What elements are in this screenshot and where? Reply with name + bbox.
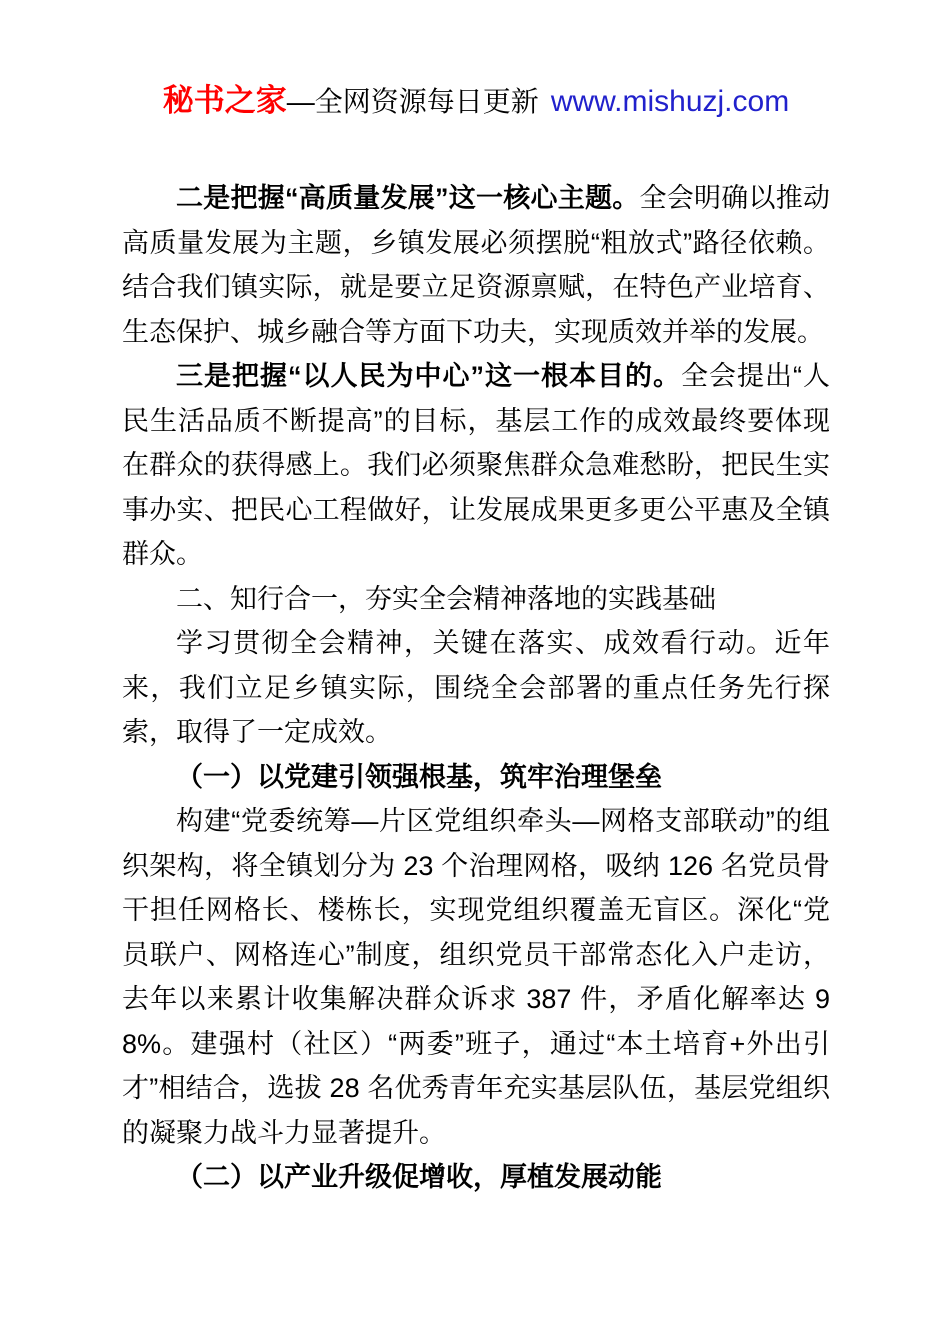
paragraph-lead-bold: 三是把握“以人民为中心”这一根本目的。 xyxy=(176,361,681,391)
site-url[interactable]: www.mishuzj.com xyxy=(550,85,790,118)
paragraph xyxy=(122,799,830,1155)
section-heading xyxy=(122,1155,830,1200)
section-heading-text: （二）以产业升级促增收，厚植发展动能 xyxy=(176,1162,662,1192)
section-heading xyxy=(122,755,830,800)
brand-name: 秘书之家 xyxy=(162,83,287,118)
paragraph-text: 学习贯彻全会精神，关键在落实、成效看行动。近年来，我们立足乡镇实际，围绕全会部署的重点任务先行探索，取得了一定成效。 xyxy=(122,628,830,747)
paragraph xyxy=(122,621,830,755)
document-body xyxy=(122,176,830,1200)
tagline: —全网资源每日更新 xyxy=(286,86,539,117)
paragraph-text: 全会明确以推动高质量发展为主题，乡镇发展必须摆脱“粗放式”路径依赖。结合我们镇实际，就是要立足资源禀赋，在特色产业培育、生态保护、城乡融合等方面下功夫，实现质效并举的发展。 xyxy=(122,183,830,347)
section-heading-text: （一）以党建引领强根基，筑牢治理堡垒 xyxy=(176,761,662,792)
paragraph-text: 二、知行合一，夯实全会精神落地的实践基础 xyxy=(176,583,716,614)
site-header xyxy=(122,84,830,119)
section-title xyxy=(122,577,830,622)
paragraph xyxy=(122,354,830,577)
paragraph-lead-bold: 二是把握“高质量发展”这一核心主题。 xyxy=(176,183,640,213)
paragraph-text: 构建“党委统筹—片区党组织牵头—网格支部联动”的组织架构，将全镇划分为 23 个治理网格，吸纳 126 名党员骨干担任网格长、楼栋长，实现党组织覆盖无盲区。深化“党员联户、网格连心”制度，组织党员干部常态化入户走访，去年以来累计收集解决群众诉求 387 件，矛盾化解率达 98%。建强村（社区）“两委”班子，通过“本土培育+外出引才”相结合，选拔 28 名优秀青年充实基层队伍，基层党组织的凝聚力战斗力显著提升。 xyxy=(122,806,830,1148)
paragraph-text: 全会提出“人民生活品质不断提高”的目标，基层工作的成效最终要体现在群众的获得感上。我们必须聚焦群众急难愁盼，把民生实事办实、把民心工程做好，让发展成果更多更公平惠及全镇群众。 xyxy=(122,361,830,569)
paragraph xyxy=(122,176,830,354)
